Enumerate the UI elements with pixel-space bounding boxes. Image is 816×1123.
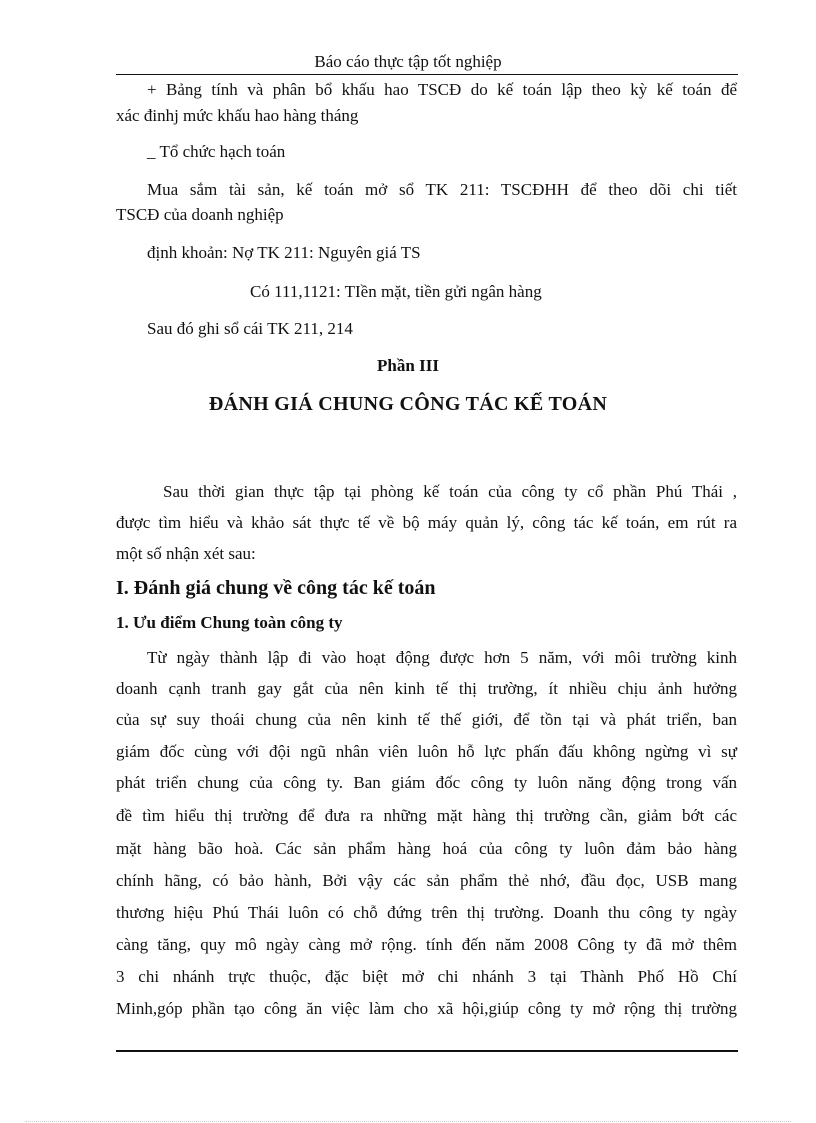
- part-title: ĐÁNH GIÁ CHUNG CÔNG TÁC KẾ TOÁN: [208, 393, 608, 415]
- text-line: một số nhận xét sau:: [116, 544, 256, 563]
- header-rule: [116, 74, 738, 75]
- text-line: định khoản: Nợ TK 211: Nguyên giá TS: [147, 243, 421, 262]
- text-line: phát triển chung của công ty. Ban giám đốc công ty luôn năng động trong vấn: [116, 773, 737, 792]
- text-line: Sau đó ghi sổ cái TK 211, 214: [147, 319, 353, 338]
- text-line: giám đốc cùng với đội ngũ nhân viên luôn hỗ lực phấn đấu không ngừng vì sự: [116, 742, 737, 761]
- text-line: càng tăng, quy mô ngày càng mở rộng. tính đến năm 2008 Công ty đã mở thêm: [116, 935, 737, 954]
- text-line: Mua sắm tài sản, kế toán mở sổ TK 211: TSCĐHH để theo dõi chi tiết: [147, 180, 737, 199]
- section-heading: I. Đánh giá chung về công tác kế toán: [116, 577, 436, 599]
- text-line: Minh,góp phần tạo công ăn việc làm cho xã hội,giúp công ty mở rộng thị trường: [116, 999, 737, 1018]
- text-line: TSCĐ của doanh nghiệp: [116, 205, 284, 224]
- page-header: Báo cáo thực tập tốt nghiệp: [314, 52, 502, 71]
- text-line: Sau thời gian thực tập tại phòng kế toán của công ty cổ phần Phú Thái ,: [163, 482, 737, 501]
- text-line: Có 111,1121: TIền mặt, tiền gửi ngân hàng: [250, 282, 542, 301]
- text-line: _ Tổ chức hạch toán: [147, 142, 286, 161]
- text-line: của sự suy thoái chung của nên kinh tế thế giới, để tồn tại và phát triển, ban: [116, 710, 737, 729]
- subsection-heading: 1. Ưu điểm Chung toàn công ty: [116, 613, 343, 632]
- text-line: được tìm hiểu và khảo sát thực tế về bộ máy quản lý, công tác kế toán, em rút ra: [116, 513, 737, 532]
- text-line: doanh cạnh tranh gay gắt của nên kinh tế thị trường, ít nhiều chịu ảnh hưởng: [116, 679, 737, 698]
- text-line: xác đinhj mức khấu hao hàng tháng: [116, 106, 359, 125]
- text-line: thương hiệu Phú Thái luôn có chỗ đứng trên thị trường. Doanh thu công ty ngày: [116, 903, 737, 922]
- text-line: Từ ngày thành lập đi vào hoạt động được hơn 5 năm, với môi trường kinh: [147, 648, 737, 667]
- text-line: 3 chi nhánh trực thuộc, đặc biệt mở chi nhánh 3 tại Thành Phố Hồ Chí: [116, 967, 737, 986]
- text-line: + Bảng tính và phân bổ khấu hao TSCĐ do kế toán lập theo kỳ kế toán để: [147, 80, 737, 99]
- footer-rule: [116, 1050, 738, 1052]
- part-label: Phần III: [377, 356, 439, 375]
- page-edge: [25, 1121, 791, 1122]
- text-line: đề tìm hiểu thị trường để đưa ra những mặt hàng thị trường cần, giảm bớt các: [116, 806, 737, 825]
- text-line: mặt hàng bão hoà. Các sản phẩm hàng hoá của công ty luôn đảm bảo hàng: [116, 839, 737, 858]
- text-line: chính hãng, có bảo hành, Bởi vậy các sản phẩm thẻ nhớ, đầu đọc, USB mang: [116, 871, 737, 890]
